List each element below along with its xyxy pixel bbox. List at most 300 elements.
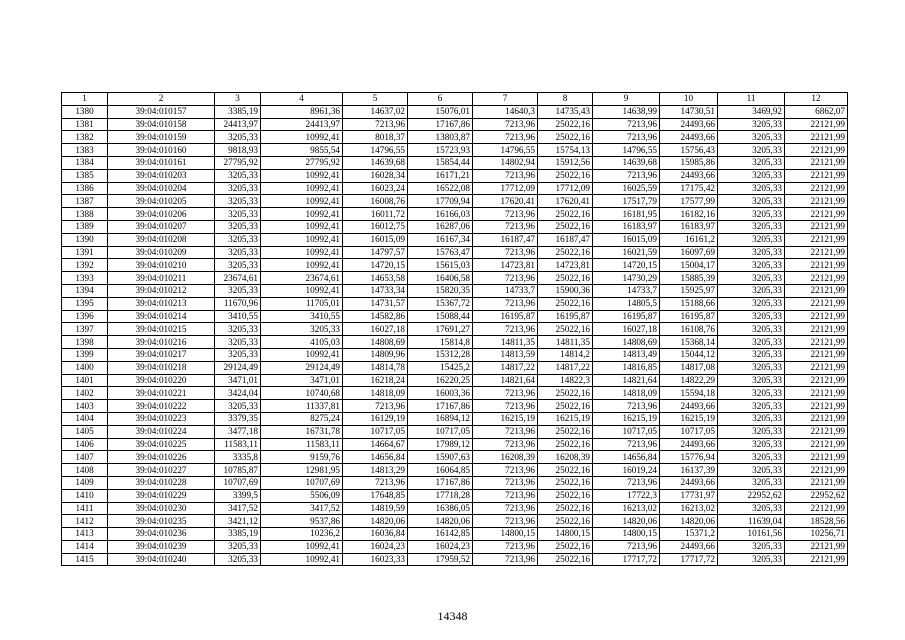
row-number-cell: 1403: [62, 400, 108, 413]
value-cell: 8018,37: [343, 131, 408, 144]
table-row: [62, 220, 848, 233]
value-cell: 10717,05: [593, 425, 660, 438]
value-cell: 16208,39: [473, 451, 538, 464]
value-cell: 10992,41: [261, 246, 343, 259]
value-cell: 10236,2: [261, 528, 343, 541]
value-cell: 17517,79: [593, 195, 660, 208]
value-cell: 14730,29: [593, 272, 660, 285]
row-number-cell: 1414: [62, 540, 108, 553]
table-row: [62, 464, 848, 477]
value-cell: 3205,33: [718, 348, 785, 361]
value-cell: 22121,99: [785, 220, 848, 233]
value-cell: 7213,96: [473, 169, 538, 182]
row-number-cell: 1412: [62, 515, 108, 528]
value-cell: 3205,33: [261, 323, 343, 336]
value-cell: 18528,56: [785, 515, 848, 528]
cadastral-number-cell: 39:04:010226: [108, 451, 215, 464]
row-number-cell: 1413: [62, 528, 108, 541]
value-cell: 22121,99: [785, 208, 848, 221]
value-cell: 25022,16: [538, 131, 593, 144]
value-cell: 7213,96: [473, 502, 538, 515]
value-cell: 22121,99: [785, 451, 848, 464]
value-cell: 9537,86: [261, 515, 343, 528]
value-cell: 3477,18: [215, 425, 261, 438]
value-cell: 3205,33: [718, 374, 785, 387]
row-number-cell: 1398: [62, 336, 108, 349]
value-cell: 25022,16: [538, 246, 593, 259]
value-cell: 22121,99: [785, 156, 848, 169]
value-cell: 25022,16: [538, 323, 593, 336]
value-cell: 22121,99: [785, 336, 848, 349]
value-cell: 14811,35: [538, 336, 593, 349]
value-cell: 7213,96: [473, 425, 538, 438]
value-cell: 22121,99: [785, 553, 848, 566]
table-row: [62, 246, 848, 259]
value-cell: 14820,06: [660, 515, 718, 528]
value-cell: 24493,66: [660, 131, 718, 144]
row-number-cell: 1388: [62, 208, 108, 221]
data-table: [61, 92, 848, 566]
value-cell: 16108,76: [660, 323, 718, 336]
value-cell: 3205,33: [215, 169, 261, 182]
value-cell: 10717,05: [408, 425, 473, 438]
row-number-cell: 1396: [62, 310, 108, 323]
value-cell: 3205,33: [215, 400, 261, 413]
value-cell: 9855,54: [261, 144, 343, 157]
table-row: [62, 502, 848, 515]
value-cell: 22121,99: [785, 323, 848, 336]
value-cell: 3205,33: [215, 208, 261, 221]
value-cell: 16183,97: [660, 220, 718, 233]
cadastral-number-cell: 39:04:010209: [108, 246, 215, 259]
value-cell: 15814,8: [408, 336, 473, 349]
value-cell: 10992,41: [261, 220, 343, 233]
value-cell: 3205,33: [718, 425, 785, 438]
value-cell: 22121,99: [785, 182, 848, 195]
cadastral-number-cell: 39:04:010221: [108, 387, 215, 400]
value-cell: 12981,95: [261, 464, 343, 477]
value-cell: 16015,09: [343, 233, 408, 246]
value-cell: 3205,33: [215, 540, 261, 553]
value-cell: 16220,25: [408, 374, 473, 387]
value-cell: 15368,14: [660, 336, 718, 349]
value-cell: 3205,33: [718, 169, 785, 182]
value-cell: 14820,06: [343, 515, 408, 528]
value-cell: 14809,96: [343, 348, 408, 361]
value-cell: 15425,2: [408, 361, 473, 374]
table-row: [62, 348, 848, 361]
value-cell: 11670,96: [215, 297, 261, 310]
value-cell: 15723,93: [408, 144, 473, 157]
value-cell: 14811,35: [473, 336, 538, 349]
table-row: [62, 400, 848, 413]
value-cell: 16019,24: [593, 464, 660, 477]
value-cell: 3205,33: [718, 540, 785, 553]
value-cell: 3205,33: [215, 182, 261, 195]
value-cell: 17167,86: [408, 118, 473, 131]
table-row: [62, 361, 848, 374]
value-cell: 7213,96: [473, 476, 538, 489]
row-number-cell: 1404: [62, 412, 108, 425]
value-cell: 14653,58: [343, 272, 408, 285]
value-cell: 25022,16: [538, 464, 593, 477]
cadastral-number-cell: 39:04:010161: [108, 156, 215, 169]
table-row: [62, 553, 848, 566]
value-cell: 14822,29: [660, 374, 718, 387]
value-cell: 7213,96: [473, 118, 538, 131]
row-number-cell: 1380: [62, 105, 108, 118]
row-number-cell: 1385: [62, 169, 108, 182]
value-cell: 25022,16: [538, 425, 593, 438]
value-cell: 16137,39: [660, 464, 718, 477]
value-cell: 16195,87: [538, 310, 593, 323]
value-cell: 24493,66: [660, 169, 718, 182]
value-cell: 22121,99: [785, 476, 848, 489]
table-row: [62, 105, 848, 118]
value-cell: 3205,33: [215, 246, 261, 259]
cadastral-number-cell: 39:04:010220: [108, 374, 215, 387]
value-cell: 16167,34: [408, 233, 473, 246]
column-header: 4: [261, 93, 343, 106]
value-cell: 14796,55: [473, 144, 538, 157]
value-cell: 22121,99: [785, 118, 848, 131]
value-cell: 14814,2: [538, 348, 593, 361]
value-cell: 22121,99: [785, 259, 848, 272]
table-row: [62, 272, 848, 285]
cadastral-number-cell: 39:04:010210: [108, 259, 215, 272]
header-row: [62, 93, 848, 106]
value-cell: 7213,96: [473, 246, 538, 259]
value-cell: 17722,3: [593, 489, 660, 502]
row-number-cell: 1384: [62, 156, 108, 169]
column-header: 11: [718, 93, 785, 106]
column-header: 2: [108, 93, 215, 106]
value-cell: 16025,59: [593, 182, 660, 195]
column-header: 10: [660, 93, 718, 106]
value-cell: 15594,18: [660, 387, 718, 400]
value-cell: 15854,44: [408, 156, 473, 169]
value-cell: 10717,05: [660, 425, 718, 438]
cadastral-number-cell: 39:04:010214: [108, 310, 215, 323]
value-cell: 16213,02: [593, 502, 660, 515]
value-cell: 16129,19: [343, 412, 408, 425]
value-cell: 22121,99: [785, 246, 848, 259]
value-cell: 14800,15: [593, 528, 660, 541]
value-cell: 22121,99: [785, 464, 848, 477]
cadastral-number-cell: 39:04:010211: [108, 272, 215, 285]
value-cell: 16097,69: [660, 246, 718, 259]
value-cell: 17175,42: [660, 182, 718, 195]
table-row: [62, 284, 848, 297]
value-cell: 7213,96: [473, 553, 538, 566]
table-row: [62, 489, 848, 502]
column-header: 1: [62, 93, 108, 106]
value-cell: 15900,36: [538, 284, 593, 297]
row-number-cell: 1407: [62, 451, 108, 464]
value-cell: 22121,99: [785, 131, 848, 144]
value-cell: 24493,66: [660, 540, 718, 553]
table-row: [62, 233, 848, 246]
table-body: [62, 105, 848, 566]
value-cell: 16183,97: [593, 220, 660, 233]
value-cell: 10992,41: [261, 131, 343, 144]
value-cell: 16166,03: [408, 208, 473, 221]
cadastral-number-cell: 39:04:010205: [108, 195, 215, 208]
value-cell: 16011,72: [343, 208, 408, 221]
value-cell: 3205,33: [718, 284, 785, 297]
cadastral-number-cell: 39:04:010225: [108, 438, 215, 451]
value-cell: 16161,2: [660, 233, 718, 246]
column-header: 12: [785, 93, 848, 106]
value-cell: 3205,33: [215, 284, 261, 297]
table-row: [62, 131, 848, 144]
value-cell: 17712,09: [473, 182, 538, 195]
value-cell: 9159,76: [261, 451, 343, 464]
value-cell: 14656,84: [593, 451, 660, 464]
value-cell: 16024,23: [343, 540, 408, 553]
value-cell: 10707,69: [215, 476, 261, 489]
table-row: [62, 297, 848, 310]
value-cell: 7213,96: [473, 131, 538, 144]
value-cell: 3385,19: [215, 105, 261, 118]
value-cell: 16731,78: [261, 425, 343, 438]
value-cell: 14819,59: [343, 502, 408, 515]
value-cell: 13803,87: [408, 131, 473, 144]
value-cell: 16021,59: [593, 246, 660, 259]
value-cell: 16894,12: [408, 412, 473, 425]
cadastral-number-cell: 39:04:010239: [108, 540, 215, 553]
value-cell: 25022,16: [538, 502, 593, 515]
value-cell: 16023,24: [343, 182, 408, 195]
value-cell: 3205,33: [718, 220, 785, 233]
value-cell: 14731,57: [343, 297, 408, 310]
table-row: [62, 195, 848, 208]
value-cell: 7213,96: [593, 118, 660, 131]
value-cell: 29124,49: [261, 361, 343, 374]
value-cell: 25022,16: [538, 489, 593, 502]
value-cell: 16036,84: [343, 528, 408, 541]
value-cell: 14720,15: [343, 259, 408, 272]
column-header: 7: [473, 93, 538, 106]
value-cell: 3205,33: [215, 336, 261, 349]
value-cell: 7213,96: [343, 400, 408, 413]
value-cell: 10992,41: [261, 233, 343, 246]
value-cell: 11705,01: [261, 297, 343, 310]
value-cell: 24413,97: [261, 118, 343, 131]
value-cell: 3205,33: [718, 464, 785, 477]
value-cell: 14816,85: [593, 361, 660, 374]
value-cell: 3205,33: [718, 438, 785, 451]
value-cell: 17620,41: [538, 195, 593, 208]
value-cell: 10992,41: [261, 553, 343, 566]
value-cell: 3205,33: [215, 259, 261, 272]
value-cell: 16386,05: [408, 502, 473, 515]
value-cell: 17167,86: [408, 400, 473, 413]
cadastral-number-cell: 39:04:010204: [108, 182, 215, 195]
value-cell: 16015,09: [593, 233, 660, 246]
value-cell: 3205,33: [718, 208, 785, 221]
value-cell: 17577,99: [660, 195, 718, 208]
value-cell: 7213,96: [343, 118, 408, 131]
table-row: [62, 412, 848, 425]
value-cell: 16195,87: [660, 310, 718, 323]
value-cell: 29124,49: [215, 361, 261, 374]
value-cell: 16028,34: [343, 169, 408, 182]
table-row: [62, 259, 848, 272]
table-row: [62, 451, 848, 464]
cadastral-number-cell: 39:04:010213: [108, 297, 215, 310]
value-cell: 3471,01: [215, 374, 261, 387]
value-cell: 25022,16: [538, 272, 593, 285]
value-cell: 23674,61: [261, 272, 343, 285]
cadastral-number-cell: 39:04:010235: [108, 515, 215, 528]
value-cell: 8961,36: [261, 105, 343, 118]
value-cell: 3205,33: [718, 323, 785, 336]
table-row: [62, 144, 848, 157]
value-cell: 22121,99: [785, 412, 848, 425]
value-cell: 25022,16: [538, 220, 593, 233]
value-cell: 7213,96: [473, 297, 538, 310]
cadastral-number-cell: 39:04:010218: [108, 361, 215, 374]
value-cell: 25022,16: [538, 400, 593, 413]
value-cell: 22121,99: [785, 144, 848, 157]
value-cell: 14733,34: [343, 284, 408, 297]
row-number-cell: 1382: [62, 131, 108, 144]
row-number-cell: 1401: [62, 374, 108, 387]
value-cell: 3399,5: [215, 489, 261, 502]
table-row: [62, 156, 848, 169]
table-row: [62, 515, 848, 528]
value-cell: 14730,51: [660, 105, 718, 118]
value-cell: 10992,41: [261, 348, 343, 361]
value-cell: 22121,99: [785, 361, 848, 374]
value-cell: 3205,33: [718, 387, 785, 400]
value-cell: 22121,99: [785, 425, 848, 438]
value-cell: 14735,43: [538, 105, 593, 118]
value-cell: 3205,33: [718, 361, 785, 374]
cadastral-number-cell: 39:04:010229: [108, 489, 215, 502]
column-header: 5: [343, 93, 408, 106]
value-cell: 15004,17: [660, 259, 718, 272]
value-cell: 22121,99: [785, 297, 848, 310]
value-cell: 16181,95: [593, 208, 660, 221]
value-cell: 17989,12: [408, 438, 473, 451]
value-cell: 3205,33: [718, 297, 785, 310]
value-cell: 3205,33: [718, 182, 785, 195]
value-cell: 16003,36: [408, 387, 473, 400]
value-cell: 17718,28: [408, 489, 473, 502]
value-cell: 24493,66: [660, 118, 718, 131]
value-cell: 16171,21: [408, 169, 473, 182]
value-cell: 22121,99: [785, 348, 848, 361]
value-cell: 16218,24: [343, 374, 408, 387]
table-row: [62, 310, 848, 323]
value-cell: 16195,87: [593, 310, 660, 323]
value-cell: 15820,35: [408, 284, 473, 297]
value-cell: 11583,11: [215, 438, 261, 451]
row-number-cell: 1391: [62, 246, 108, 259]
value-cell: 10992,41: [261, 540, 343, 553]
cadastral-number-cell: 39:04:010159: [108, 131, 215, 144]
value-cell: 22121,99: [785, 400, 848, 413]
table-row: [62, 476, 848, 489]
row-number-cell: 1390: [62, 233, 108, 246]
value-cell: 14582,86: [343, 310, 408, 323]
cadastral-number-cell: 39:04:010215: [108, 323, 215, 336]
value-cell: 3205,33: [215, 233, 261, 246]
value-cell: 16012,75: [343, 220, 408, 233]
column-header: 9: [593, 93, 660, 106]
value-cell: 22121,99: [785, 374, 848, 387]
value-cell: 14817,22: [538, 361, 593, 374]
value-cell: 22121,99: [785, 310, 848, 323]
value-cell: 10992,41: [261, 169, 343, 182]
value-cell: 17731,97: [660, 489, 718, 502]
value-cell: 4105,03: [261, 336, 343, 349]
value-cell: 3205,33: [718, 131, 785, 144]
value-cell: 14664,67: [343, 438, 408, 451]
value-cell: 15367,72: [408, 297, 473, 310]
value-cell: 3205,33: [718, 233, 785, 246]
value-cell: 22121,99: [785, 195, 848, 208]
value-cell: 16406,58: [408, 272, 473, 285]
row-number-cell: 1393: [62, 272, 108, 285]
value-cell: 22121,99: [785, 540, 848, 553]
value-cell: 3205,33: [215, 553, 261, 566]
table-row: [62, 528, 848, 541]
value-cell: 16027,18: [593, 323, 660, 336]
value-cell: 3205,33: [215, 195, 261, 208]
value-cell: 15885,39: [660, 272, 718, 285]
value-cell: 14640,3: [473, 105, 538, 118]
value-cell: 14817,08: [660, 361, 718, 374]
value-cell: 7213,96: [473, 464, 538, 477]
value-cell: 3205,33: [215, 220, 261, 233]
value-cell: 7213,96: [473, 272, 538, 285]
table-row: [62, 540, 848, 553]
value-cell: 14820,06: [593, 515, 660, 528]
value-cell: 7213,96: [593, 400, 660, 413]
row-number-cell: 1406: [62, 438, 108, 451]
value-cell: 11583,11: [261, 438, 343, 451]
cadastral-number-cell: 39:04:010206: [108, 208, 215, 221]
value-cell: 15985,86: [660, 156, 718, 169]
value-cell: 7213,96: [473, 220, 538, 233]
cadastral-number-cell: 39:04:010236: [108, 528, 215, 541]
value-cell: 3205,33: [718, 259, 785, 272]
value-cell: 10740,68: [261, 387, 343, 400]
value-cell: 24493,66: [660, 476, 718, 489]
row-number-cell: 1395: [62, 297, 108, 310]
value-cell: 7213,96: [343, 476, 408, 489]
row-number-cell: 1400: [62, 361, 108, 374]
value-cell: 14821,64: [593, 374, 660, 387]
value-cell: 3417,52: [215, 502, 261, 515]
table-row: [62, 387, 848, 400]
column-header: 8: [538, 93, 593, 106]
value-cell: 3469,92: [718, 105, 785, 118]
value-cell: 14805,5: [593, 297, 660, 310]
value-cell: 17620,41: [473, 195, 538, 208]
value-cell: 10992,41: [261, 284, 343, 297]
row-number-cell: 1402: [62, 387, 108, 400]
value-cell: 3335,8: [215, 451, 261, 464]
value-cell: 25022,16: [538, 540, 593, 553]
value-cell: 23674,61: [215, 272, 261, 285]
row-number-cell: 1392: [62, 259, 108, 272]
value-cell: 3205,33: [718, 336, 785, 349]
value-cell: 10707,69: [261, 476, 343, 489]
